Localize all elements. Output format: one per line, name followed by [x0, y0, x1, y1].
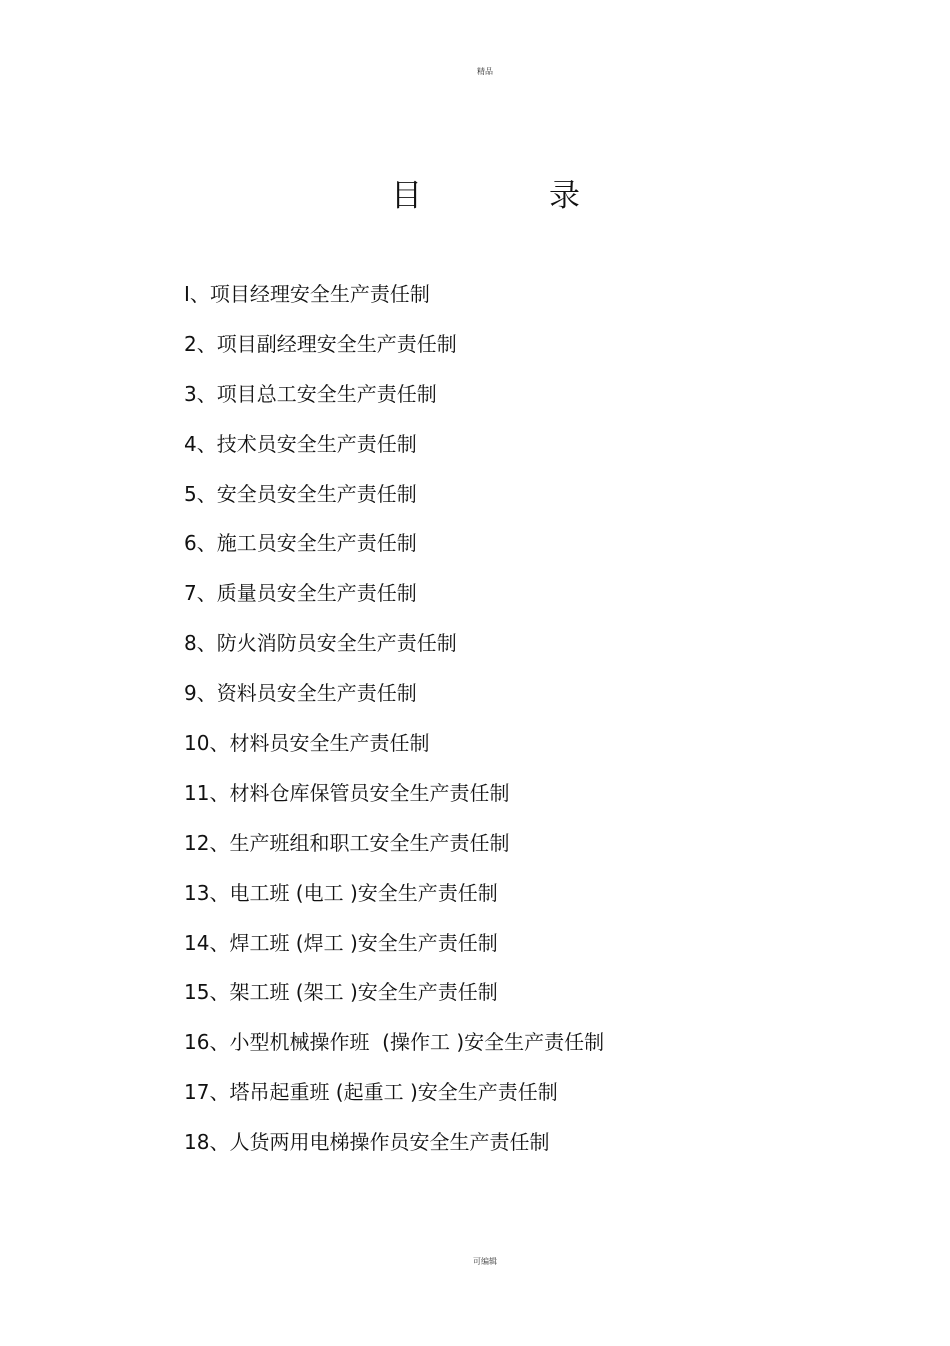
toc-item: 17、塔吊起重班 (起重工 )安全生产责任制 — [184, 1080, 558, 1105]
toc-item: 14、焊工班 (焊工 )安全生产责任制 — [184, 930, 498, 955]
toc-title-char-2: 录 — [549, 178, 580, 214]
page-header: 精品 — [477, 67, 493, 76]
toc-item: 16、小型机械操作班 (操作工 )安全生产责任制 — [184, 1030, 605, 1055]
toc-item: I、项目经理安全生产责任制 — [184, 282, 430, 306]
toc-item: 3、项目总工安全生产责任制 — [184, 381, 437, 406]
toc-item: 2、项目副经理安全生产责任制 — [184, 331, 457, 356]
toc-list — [184, 279, 604, 1177]
toc-item: 8、防火消防员安全生产责任制 — [184, 631, 457, 656]
toc-item: 11、材料仓库保管员安全生产责任制 — [184, 780, 510, 805]
toc-item: 7、质量员安全生产责任制 — [184, 581, 417, 606]
toc-item: 13、电工班 (电工 )安全生产责任制 — [184, 880, 498, 905]
toc-item: 10、材料员安全生产责任制 — [184, 731, 430, 756]
toc-item: 12、生产班组和职工安全生产责任制 — [184, 830, 510, 855]
toc-item: 6、施工员安全生产责任制 — [184, 531, 417, 556]
page-footer: 可编辑 — [473, 1257, 497, 1266]
toc-item: 4、技术员安全生产责任制 — [184, 431, 417, 456]
toc-item: 5、安全员安全生产责任制 — [184, 481, 417, 506]
toc-item: 15、架工班 (架工 )安全生产责任制 — [184, 980, 498, 1005]
toc-title — [0, 170, 950, 214]
toc-item: 9、资料员安全生产责任制 — [184, 681, 417, 706]
toc-item: 18、人货两用电梯操作员安全生产责任制 — [184, 1130, 550, 1155]
toc-title-char-1: 目 — [391, 178, 422, 214]
